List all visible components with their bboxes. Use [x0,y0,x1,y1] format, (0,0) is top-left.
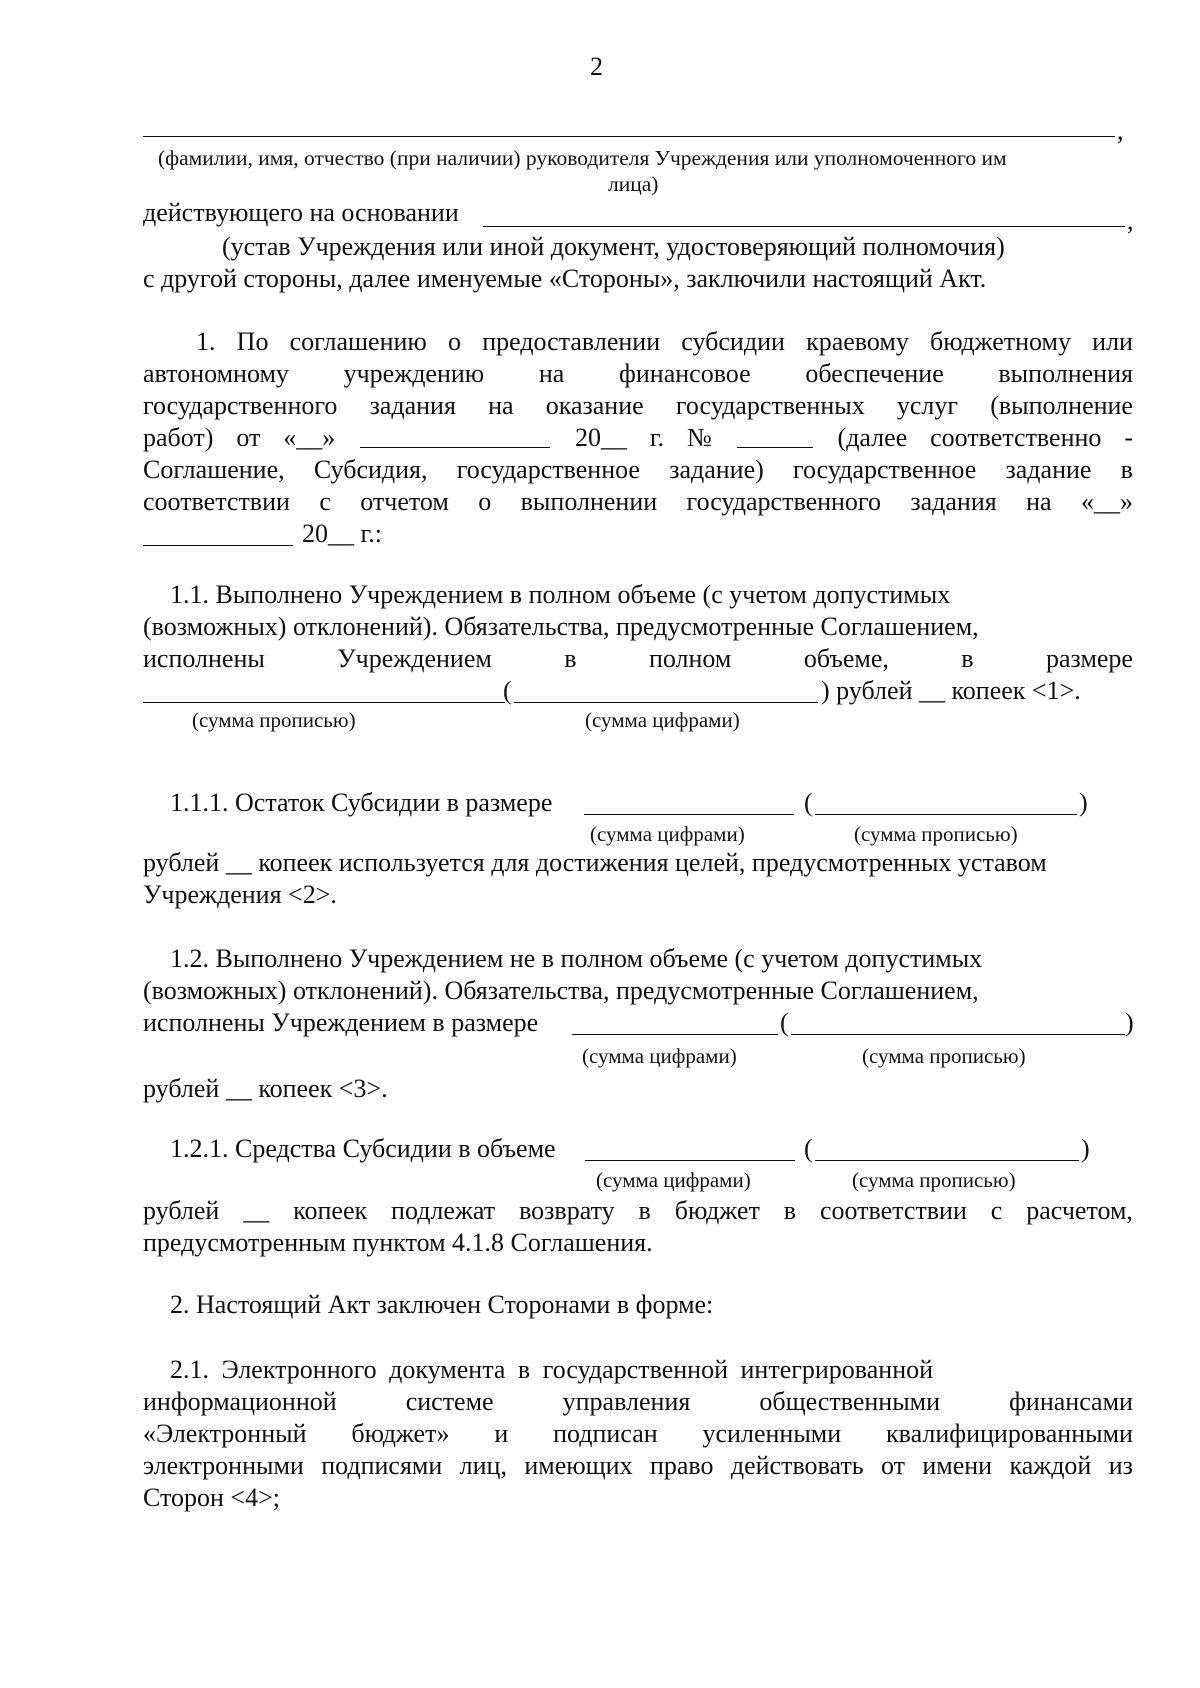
word: автономному [143,359,289,388]
s21-line1: 2.1. Электронного документа в государственной интегрированной [170,1355,934,1384]
word: г. [649,423,665,452]
s11-caption-digits: (сумма цифрами) [585,708,740,732]
s12-digits-blank [572,1034,778,1035]
s11-line2: (возможных) отклонений). Обязательства, предусмотренные Соглашением, [143,612,979,641]
s1-line6 [143,487,1133,517]
word: общественными [759,1387,941,1416]
s12-words-blank [791,1034,1125,1035]
word: расчетом, [1026,1196,1133,1225]
s111-words-blank [815,814,1077,815]
word: в [564,644,577,673]
s121-digits-blank [585,1160,795,1161]
word: действовать [730,1451,864,1480]
word: объеме, [803,644,889,673]
report-month-blank [143,545,293,546]
word: на [488,391,514,420]
number-blank [737,423,813,448]
word: 1. [196,327,216,356]
s1-line5 [143,455,1133,485]
word: о [478,487,492,516]
s111-caption-digits: (сумма цифрами) [590,822,745,846]
word: государственных [675,391,865,420]
word: на [538,359,565,388]
s12-paren-open: ( [780,1008,789,1037]
s121-line2 [143,1196,1133,1226]
word: с [319,487,331,516]
report-year [302,519,382,549]
day-field: «__» [283,423,336,452]
s21-line3 [143,1419,1133,1449]
word: государственного [143,391,338,420]
word: услуг [896,391,959,420]
word: По [236,327,269,356]
word: __ [243,1196,270,1225]
word: выполнения [998,359,1133,388]
s21-line5: Сторон <4>; [143,1483,280,1512]
word: выполнении [520,487,658,516]
word: (далее [837,423,908,452]
word: управления [562,1387,691,1416]
word: учреждению [343,359,485,388]
s12-paren-close: ) [1125,1008,1134,1037]
s1-line2 [143,359,1133,389]
word: Учреждением [337,644,492,673]
word: в [783,1196,797,1225]
word: обеспечение [805,359,944,388]
word: соответствии [143,487,290,516]
word: или [1092,327,1133,356]
s121-words-blank [815,1160,1079,1161]
word: отчетом [360,487,449,516]
s1-line4 [143,423,1133,453]
s111-lead: 1.1.1. Остаток Субсидии в размере [170,788,553,817]
fullname-caption: (фамилии, имя, отчество (при наличии) руководителя Учреждения или уполномоченного им [158,146,1007,170]
s121-paren-close: ) [1081,1134,1090,1163]
word: государственного [686,487,881,516]
word: от [880,1451,905,1480]
word: с [990,1196,1003,1225]
word: соглашению [289,327,427,356]
word: имеющих [524,1451,633,1480]
word: задание) [669,455,764,484]
s111-line2: рублей __ копеек используется для достижения целей, предусмотренных уставом [143,848,1047,877]
basis-caption: (устав Учреждения или иной документ, удостоверяющий полномочия) [222,232,1005,261]
s21-line4 [143,1451,1133,1481]
word: электронными [143,1451,304,1480]
word: системе [405,1387,494,1416]
word: и [494,1419,509,1448]
word: соответствии [819,1196,967,1225]
word: от [236,423,261,452]
word: о [448,327,462,356]
s11-amount-digits-blank [514,702,818,703]
s12-line4: рублей __ копеек <3>. [143,1074,388,1103]
s121-lead: 1.2.1. Средства Субсидии в объеме [170,1134,556,1163]
s12-line1: 1.2. Выполнено Учреждением не в полном объеме (с учетом допустимых [170,944,983,973]
parties-line: с другой стороны, далее именуемые «Стороны», заключили настоящий Акт. [143,264,987,293]
word: финансовое [619,359,751,388]
word: рублей [143,1196,220,1225]
year-field: 20__ [574,423,627,452]
word: задания [369,391,456,420]
page-number: 2 [590,52,603,81]
word: лиц, [459,1451,507,1480]
word: (выполнение [990,391,1133,420]
s11-line3 [143,644,1133,674]
s11-line1: 1.1. Выполнено Учреждением в полном объеме (с учетом допустимых [170,580,951,609]
word: краевому [806,327,909,356]
s2-line: 2. Настоящий Акт заключен Сторонами в форме: [170,1290,714,1319]
word: на [1026,487,1052,516]
word: усиленными [702,1419,842,1448]
word: «Электронный [143,1419,307,1448]
word: размере [1046,644,1133,673]
s121-caption-words: (сумма прописью) [852,1168,1016,1192]
month-blank [360,423,550,448]
word: квалифицированными [886,1419,1133,1448]
word: каждой [1009,1451,1092,1480]
word: № [686,423,712,452]
s121-paren-open: ( [804,1134,813,1163]
word: в [1120,455,1133,484]
word: исполнены [143,644,265,673]
year-field: 20__ [302,519,354,548]
s111-line3: Учреждения <2>. [143,880,337,909]
word: субсидии [681,327,785,356]
word: оказание [545,391,644,420]
s111-caption-words: (сумма прописью) [854,822,1018,846]
s11-amount-words-blank [143,702,505,703]
word: информационной [143,1387,337,1416]
word: бюджет [674,1196,760,1225]
word: подписан [553,1419,658,1448]
s12-caption-words: (сумма прописью) [862,1044,1026,1068]
word: право [649,1451,714,1480]
word: задания [910,487,997,516]
fullname-comma: , [1117,116,1124,145]
word: работ) [143,423,214,452]
s1-line3 [143,391,1133,421]
basis-label: действующего на основании [143,198,459,227]
word: финансами [1009,1387,1133,1416]
s111-digits-blank [584,814,794,815]
word: в [961,644,974,673]
word: бюджет» [351,1419,450,1448]
word: государственное [793,455,977,484]
word: в [638,1196,651,1225]
word: - [1124,423,1133,452]
s1-line1 [196,327,1133,357]
word: подписями [321,1451,443,1480]
s121-line3: предусмотренным пунктом 4.1.8 Соглашения. [143,1228,653,1257]
word: бюджетному [930,327,1071,356]
fullname-caption-cont: лица) [608,172,659,196]
s12-lead: исполнены Учреждением в размере [143,1008,539,1037]
fullname-underline [143,136,1115,137]
word: из [1108,1451,1133,1480]
word: копеек [293,1196,368,1225]
s21-line2 [143,1387,1133,1417]
word: имени [922,1451,993,1480]
word: Соглашение, [143,455,285,484]
word: задание [1005,455,1092,484]
s121-caption-digits: (сумма цифрами) [596,1168,751,1192]
basis-underline [483,226,1125,227]
word: подлежат [391,1196,496,1225]
word: г.: [360,519,382,548]
s11-caption-words: (сумма прописью) [192,708,356,732]
word: «__» [1080,487,1133,516]
word: полном [648,644,732,673]
s11-amount-tail: ) рублей __ копеек <1>. [821,676,1081,705]
basis-comma: , [1127,206,1134,235]
word: предоставлении [482,327,661,356]
word: государственное [456,455,640,484]
s11-paren-open: ( [503,676,512,705]
s12-caption-digits: (сумма цифрами) [582,1044,737,1068]
word: возврату [519,1196,615,1225]
word: соответственно [930,423,1102,452]
s111-paren-open: ( [804,788,813,817]
word: Субсидия, [313,455,428,484]
s12-line2: (возможных) отклонений). Обязательства, предусмотренные Соглашением, [143,976,979,1005]
s111-paren-close: ) [1079,788,1088,817]
